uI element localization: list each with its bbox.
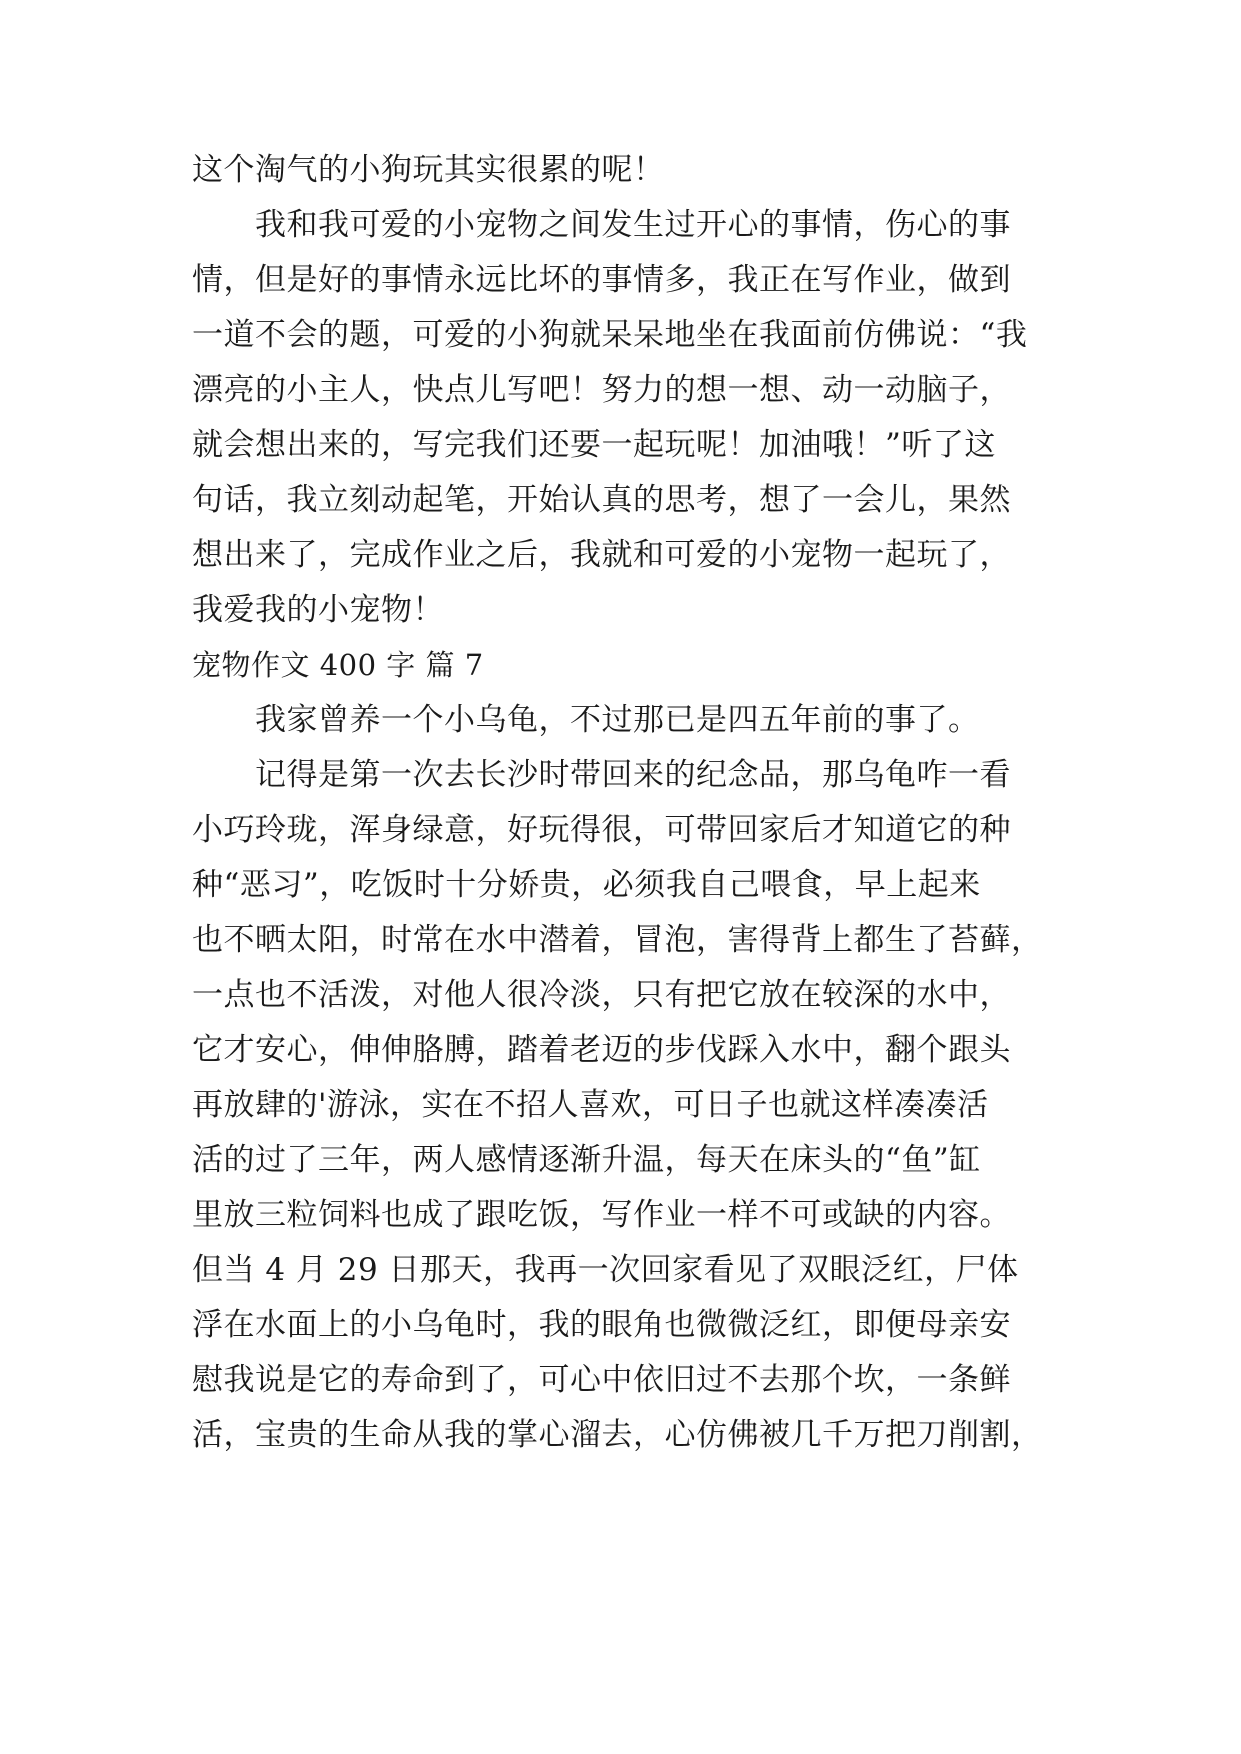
text-line: 活的过了三年，两人感情逐渐升温，每天在床头的“鱼”缸 — [192, 1142, 981, 1178]
paragraph-first-line: 我和我可爱的小宠物之间发生过开心的事情，伤心的事 — [255, 207, 1011, 243]
text-line: 就会想出来的，写完我们还要一起玩呢！加油哦！”听了这 — [192, 427, 996, 463]
text-line: 我爱我的小宠物！ — [192, 592, 444, 628]
text-line: 小巧玲珑，浑身绿意，好玩得很，可带回家后才知道它的种 — [192, 812, 1011, 848]
text-line: 句话，我立刻动起笔，开始认真的思考，想了一会儿，果然 — [192, 482, 1011, 518]
text-line: 它才安心，伸伸胳膊，踏着老迈的步伐踩入水中，翻个跟头 — [192, 1032, 1011, 1068]
paragraph-first-line: 我家曾养一个小乌龟，不过那已是四五年前的事了。 — [255, 702, 980, 738]
paragraph-first-line: 记得是第一次去长沙时带回来的纪念品，那乌龟咋一看 — [255, 757, 1011, 793]
text-line: 浮在水面上的小乌龟时，我的眼角也微微泛红，即便母亲安 — [192, 1307, 1011, 1343]
section-heading: 宠物作文 400 字 篇 7 — [192, 648, 484, 682]
text-line: 一点也不活泼，对他人很冷淡，只有把它放在较深的水中， — [192, 977, 1011, 1013]
text-line: 活，宝贵的生命从我的掌心溜去，心仿佛被几千万把刀削割， — [192, 1417, 1043, 1453]
text-line: 里放三粒饲料也成了跟吃饭，写作业一样不可或缺的内容。 — [192, 1197, 1011, 1233]
text-line: 想出来了，完成作业之后，我就和可爱的小宠物一起玩了， — [192, 537, 1011, 573]
text-line: 再放肆的'游泳，实在不招人喜欢，可日子也就这样凑凑活 — [192, 1087, 989, 1123]
text-line: 也不晒太阳，时常在水中潜着，冒泡，害得背上都生了苔藓， — [192, 922, 1043, 958]
text-line: 但当 4 月 29 日那天，我再一次回家看见了双眼泛红，尸体 — [192, 1252, 1019, 1288]
text-line: 一道不会的题，可爱的小狗就呆呆地坐在我面前仿佛说：“我 — [192, 317, 1028, 353]
text-line: 漂亮的小主人，快点儿写吧！努力的想一想、动一动脑子， — [192, 372, 1011, 408]
text-line: 情，但是好的事情永远比坏的事情多，我正在写作业，做到 — [192, 262, 1011, 298]
text-line: 这个淘气的小狗玩其实很累的呢！ — [192, 152, 665, 188]
text-line: 种“恶习”，吃饭时十分娇贵，必须我自己喂食，早上起来 — [192, 867, 981, 903]
text-line: 慰我说是它的寿命到了，可心中依旧过不去那个坎，一条鲜 — [192, 1362, 1011, 1398]
